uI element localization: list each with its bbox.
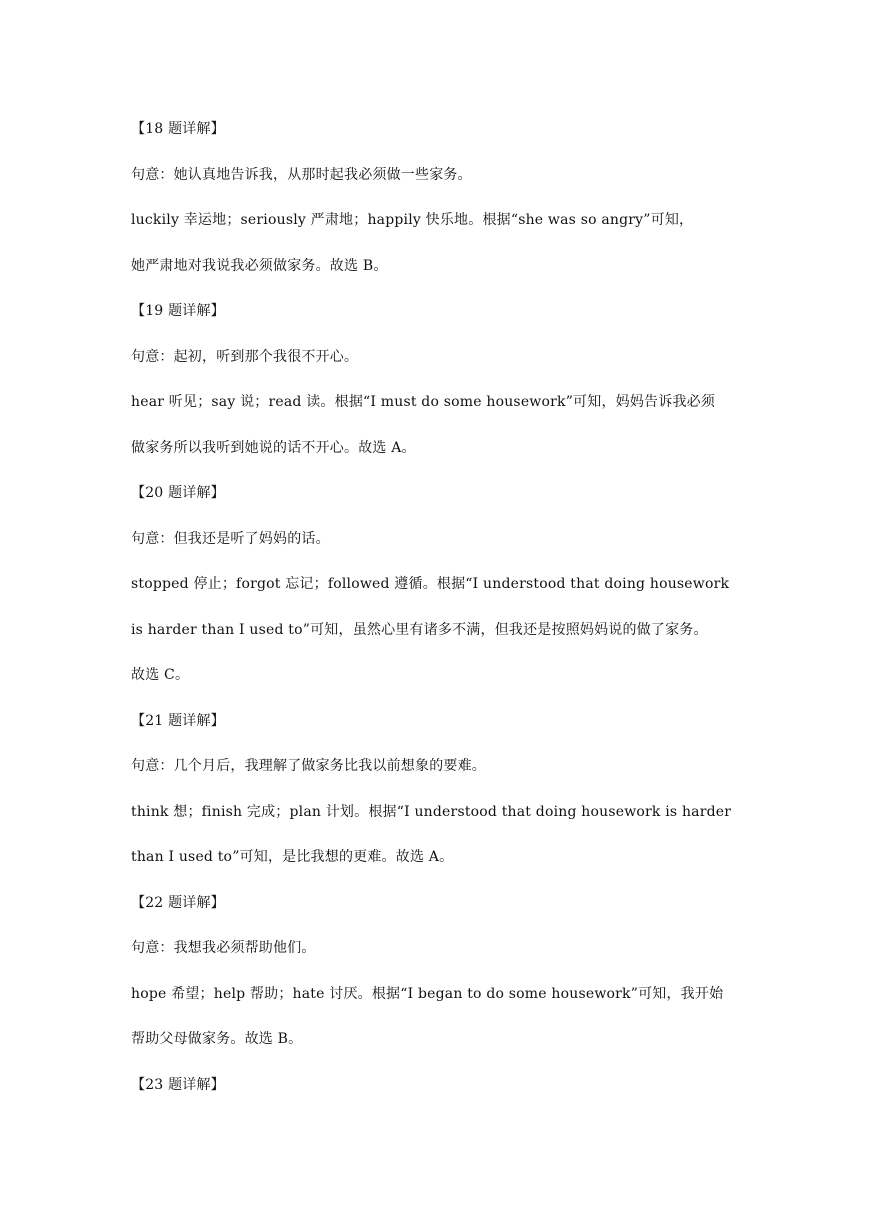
section-18-explanation-line-1: luckily 幸运地；seriously 严肃地；happily 快乐地。根据“she was so angry”可知， (131, 212, 694, 228)
section-22-explanation-line-1: hope 希望；help 帮助；hate 讨厌。根据“I began to do some housework”可知，我开始 (131, 985, 724, 1002)
section-22-explanation-line-2: 帮助父母做家务。故选 B。 (131, 1031, 303, 1047)
section-22-meaning: 句意：我想我必须帮助他们。 (131, 940, 316, 956)
section-20-explanation-line-2: is harder than I used to”可知，虽然心里有诸多不满，但我还是按照妈妈说的做了家务。 (131, 621, 708, 638)
section-20-title: 【20 题详解】 (131, 485, 225, 501)
section-22-title: 【22 题详解】 (131, 894, 225, 911)
section-18-explanation-line-2: 她严肃地对我说我必须做家务。故选 B。 (131, 257, 388, 274)
section-21-explanation-line-2: than I used to”可知，是比我想的更难。故选 A。 (131, 849, 454, 865)
answer-explanations (131, 115, 751, 1116)
section-23-title: 【23 题详解】 (131, 1076, 225, 1093)
section-21-meaning: 句意：几个月后，我理解了做家务比我以前想象的要难。 (131, 758, 486, 774)
section-20-explanation-line-1: stopped 停止；forgot 忘记；followed 遵循。根据“I understood that doing housework (131, 576, 730, 592)
section-18-meaning: 句意：她认真地告诉我，从那时起我必须做一些家务。 (131, 166, 472, 183)
section-21-title: 【21 题详解】 (131, 712, 225, 729)
section-20-explanation-line-3: 故选 C。 (131, 667, 190, 683)
section-20-meaning: 句意：但我还是听了妈妈的话。 (131, 530, 330, 547)
section-21-explanation-line-1: think 想；finish 完成；plan 计划。根据“I understood that doing housework is harder (131, 803, 732, 820)
section-19-meaning: 句意：起初，听到那个我很不开心。 (131, 348, 359, 365)
section-19-title: 【19 题详解】 (131, 303, 225, 319)
section-19-explanation-line-2: 做家务所以我听到她说的话不开心。故选 A。 (131, 439, 416, 456)
section-18-title: 【18 题详解】 (131, 121, 225, 137)
section-19-explanation-line-1: hear 听见；say 说；read 读。根据“I must do some housework”可知，妈妈告诉我必须 (131, 394, 716, 410)
